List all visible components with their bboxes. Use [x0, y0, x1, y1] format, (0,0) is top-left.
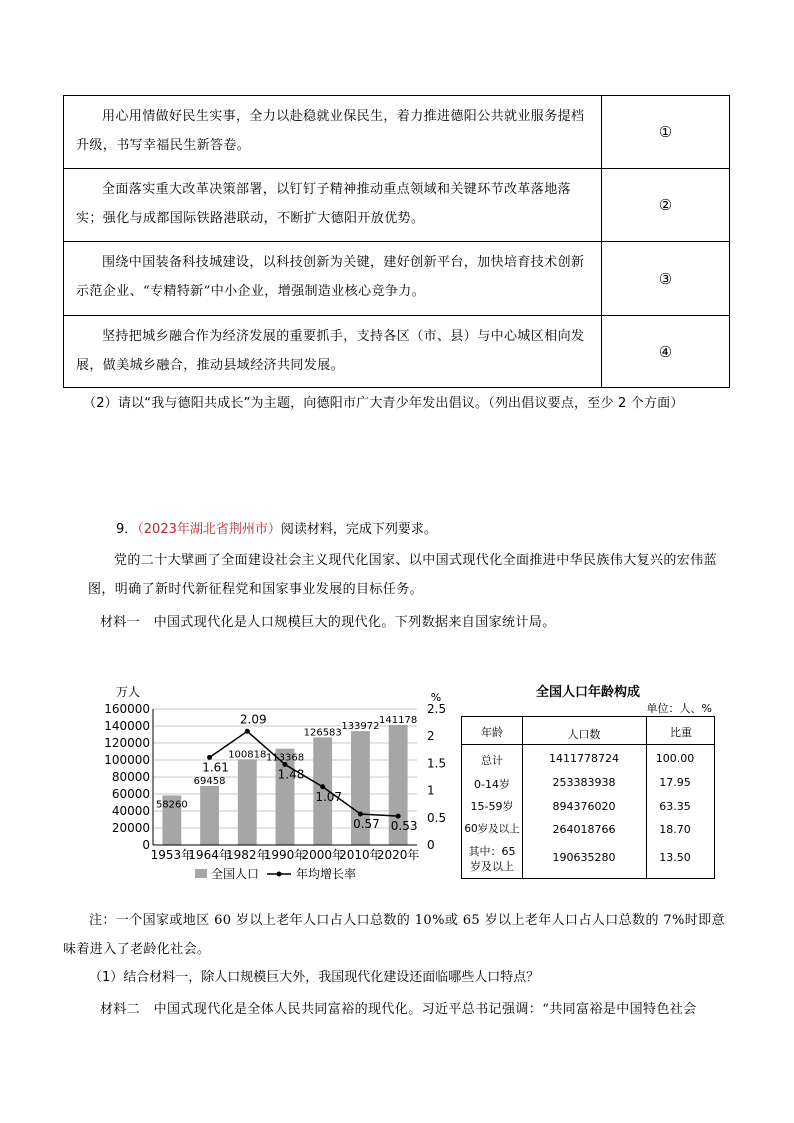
- line-data-label: 0.53: [390, 819, 418, 834]
- y-tick-label: 80000: [111, 770, 150, 784]
- row-label-line: 岁及以上: [470, 860, 514, 873]
- row-label: 60岁及以上: [464, 823, 520, 835]
- y-tick-label: 40000: [111, 804, 150, 818]
- age-table-title: 全国人口年龄构成: [535, 685, 640, 700]
- intro-paragraph: 党的二十大擘画了全面建设社会主义现代化国家、以中国式现代化全面推进中华民族伟大复兴的宏伟蓝图，明确了新时代新征程党和国家事业发展的目标任务。: [88, 553, 718, 597]
- table-row-text: 坚持把城乡融合作为经济发展的重要抓手，支持各区（市、县）与中心城区相向发展，做美城乡融合，推动县域经济共同发展。: [64, 316, 602, 388]
- y-tick-label: 120000: [104, 736, 150, 750]
- population-bar: [238, 759, 257, 845]
- bar-data-label: 141178: [379, 714, 418, 726]
- question-2: （2）请以“我与德阳共成长”为主题，向德阳市广大青少年发出倡议。（列出倡议要点，至少 2 个方面）: [83, 396, 684, 411]
- growth-rate-point: [396, 814, 401, 819]
- bar-data-label: 113368: [265, 752, 305, 764]
- material-1: 材料一 中国式现代化是人口规模巨大的现代化。下列数据来自国家统计局。: [100, 615, 556, 630]
- x-tick-label: 1990年: [263, 848, 307, 862]
- table-row-mark: ③: [658, 269, 673, 288]
- y2-tick-label: 2.5: [427, 702, 447, 716]
- row-share: 18.70: [659, 823, 691, 836]
- y2-tick-label: 1: [427, 783, 435, 798]
- y-tick-label: 60000: [111, 787, 150, 801]
- line-data-label: 2.09: [239, 712, 267, 727]
- growth-rate-point: [320, 784, 325, 789]
- header-count: 人口数: [567, 728, 601, 741]
- x-tick-label: 1953年: [150, 848, 194, 862]
- table-row: [64, 242, 729, 316]
- row-share: 13.50: [659, 851, 691, 864]
- table-row-text: 全面落实重大改革决策部署，以钉钉子精神推动重点领域和关键环节改革落地落实；强化与成都国际铁路港联动，不断扩大德阳开放优势。: [64, 169, 602, 241]
- x-tick-label: 1964年: [188, 848, 231, 862]
- growth-rate-point: [245, 729, 250, 734]
- bar-data-label: 69458: [193, 775, 226, 787]
- y2-axis-title: %: [430, 691, 442, 704]
- question-number: 9．: [116, 522, 138, 537]
- x-tick-label: 1982年: [226, 848, 269, 862]
- bar-data-label: 58260: [155, 799, 188, 811]
- question-source: （2023年湖北省荆州市）: [137, 522, 281, 537]
- y2-tick-label: 1.5: [427, 756, 447, 771]
- y2-tick-label: 2: [427, 729, 435, 744]
- row-count: 1411778724: [549, 752, 619, 765]
- age-table: [461, 716, 715, 879]
- y-tick-label: 0: [142, 838, 150, 852]
- row-count: 894376020: [552, 800, 616, 813]
- line-data-label: 1.48: [277, 767, 305, 782]
- line-data-label: 1.07: [315, 789, 343, 804]
- bar-data-label: 100818: [228, 749, 267, 761]
- table-row: [64, 316, 729, 388]
- row-label-line: 其中：65: [468, 845, 516, 858]
- table-row-text: 用心用情做好民生实事，全力以赴稳就业保民生，着力推进德阳公共就业服务提档升级，书写幸福民生新答卷。: [64, 96, 602, 168]
- y2-tick-label: 0.5: [427, 810, 447, 825]
- y2-tick-label: 0: [427, 838, 435, 852]
- growth-rate-point: [207, 755, 212, 760]
- material-2: 材料二 中国式现代化是全体人民共同富裕的现代化。习近平总书记强调：“共同富裕是中国特色社会: [100, 1002, 697, 1017]
- bar-data-label: 133972: [341, 721, 380, 733]
- bar-data-label: 126583: [303, 727, 342, 739]
- row-label-sub: [462, 844, 522, 874]
- table-row-text: 围绕中国装备科技城建设，以科技创新为关键，建好创新平台，加快培育技术创新示范企业、“专精特新”中小企业，增强制造业核心竞争力。: [64, 242, 602, 315]
- row-label: 总计: [481, 754, 503, 767]
- question-9-heading: [116, 519, 756, 541]
- y-axis-title: 万人: [115, 685, 141, 699]
- y-tick-label: 100000: [104, 753, 150, 767]
- row-count: 264018766: [552, 823, 616, 836]
- table-row-mark: ④: [658, 343, 673, 361]
- table-row: [64, 169, 729, 242]
- line-data-label: 1.61: [202, 760, 229, 775]
- header-share: 比重: [670, 726, 692, 739]
- population-bar: [200, 786, 219, 845]
- question-prompt: 阅读材料，完成下列要求。: [280, 522, 437, 537]
- measures-table: [63, 95, 730, 388]
- row-count: 253383938: [552, 776, 616, 789]
- row-share: 17.95: [659, 776, 691, 789]
- x-tick-label: 2000年: [301, 848, 344, 862]
- line-data-label: 0.57: [353, 816, 380, 831]
- growth-rate-point: [358, 811, 363, 816]
- table-row-mark: ②: [658, 196, 673, 214]
- header-age: 年龄: [481, 726, 503, 739]
- legend-bar-swatch: [195, 869, 207, 878]
- x-tick-label: 2010年: [339, 848, 382, 862]
- table-row-mark: ①: [658, 123, 673, 141]
- table-row: [64, 96, 729, 169]
- question-1: （1）结合材料一，除人口规模巨大外，我国现代化建设还面临哪些人口特点？: [89, 970, 540, 985]
- row-count: 190635280: [552, 851, 616, 864]
- row-label: 0-14岁: [474, 778, 510, 791]
- row-share: 63.35: [659, 800, 691, 813]
- y-tick-label: 20000: [111, 821, 150, 835]
- legend-population: 全国人口: [211, 867, 260, 881]
- legend-growth-rate: 年均增长率: [296, 867, 357, 881]
- x-tick-label: 2020年: [376, 848, 420, 862]
- y-tick-label: 160000: [104, 702, 150, 716]
- row-share: 100.00: [655, 752, 695, 765]
- legend-line-marker: [277, 872, 282, 877]
- population-chart: [95, 683, 450, 888]
- row-label: 15-59岁: [470, 800, 514, 813]
- note: 注：一个国家或地区 60 岁以上老年人口占人口总数的 10%或 65 岁以上老年人口占人口总数的 7%时即意味着进入了老龄化社会。: [63, 913, 725, 957]
- y-tick-label: 140000: [104, 719, 150, 733]
- table-divider: [462, 744, 714, 745]
- age-table-unit: 单位：人、%: [646, 702, 712, 715]
